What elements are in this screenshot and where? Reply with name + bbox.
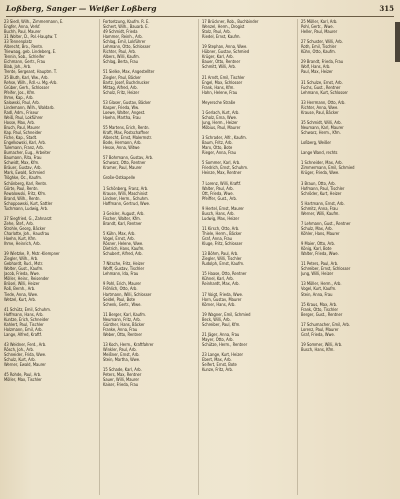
directory-entry: Kasper, Frieda, Ww. [103, 104, 139, 110]
directory-entry: Tuchmann, Ludwig, Arb. [4, 205, 49, 211]
directory-entry: Rieger, Anna, Frau [202, 150, 237, 156]
directory-entry: 23 Lange, Kurt, Heizer [202, 352, 244, 358]
directory-entry: 31 Wolter, D., Pol.-Hauptw. T. [4, 34, 58, 40]
directory-entry: Heller, Paul, Maurer [301, 29, 338, 35]
directory-entry: Weiß, Paul, Lokführer [4, 114, 43, 120]
directory-entry: Riedel, Ernst, Kaufm. [202, 34, 241, 40]
directory-entry: Bräuer, Gustav, Arb. [4, 165, 42, 171]
directory-entry: Peters, Max, Rentner [103, 372, 142, 378]
directory-entry: 13 Koch, Herm., Kraftfahrer [103, 342, 154, 347]
directory-entry: Franke, Anna, Frau [103, 326, 138, 332]
directory-entry: 5 Hartmann, Ernst, Arb. [301, 200, 345, 206]
directory-entry: Kahlert, Paul, Tischler [4, 321, 44, 327]
directory-entry: Baumann, Rita, Frau [4, 155, 42, 161]
directory-entry: Richter, Paul, Arb. [103, 49, 137, 55]
directory-entry: Fischer, Walter, Kfm. [103, 215, 141, 221]
directory-entry: 19 Stephan, Anna, Wwe. [202, 44, 248, 50]
directory-entry: Beck, Willi, Arb. [202, 316, 231, 322]
directory-entry: Charlotte, Joh., Hausfrau [4, 230, 50, 236]
directory-entry: Friedrich, Ernst, Schuhm. [202, 165, 249, 171]
column-4 [301, 19, 396, 495]
directory-entry: Brandt, Karl, Rentner [103, 220, 142, 226]
directory-entry: Werner, Willi, Kaufm. [301, 210, 340, 216]
directory-entry: 55 Martens, Erich, Rentn. [103, 124, 150, 130]
directory-entry: Schlag, Emil, Lokführer [103, 39, 146, 45]
directory-entry: Kluge, Fritz, Schlosser [202, 241, 243, 247]
directory-entry: Lange, Alfred, Kraftf. [4, 331, 42, 337]
directory-entry: Pfeifer, Jos., Kfm. [4, 89, 36, 95]
directory-entry: König, Karl, Bote [301, 246, 332, 252]
directory-entry: Zimmermann, Emil, Schmied [301, 165, 355, 171]
directory-entry: Hoehn, Martha, Frau [103, 114, 141, 120]
directory-entry: 41 Schütz, Emil, Schuhm. [4, 306, 52, 312]
directory-entry: Hammer, Reinh., Arb. [103, 34, 143, 40]
directory-entry: Schulz, Kurt, Arb. [4, 357, 36, 363]
directory-entry: Wenzel, Herm., Drogist [202, 24, 245, 30]
directory-entry: Schreiber, Paul, Kfm. [202, 321, 241, 327]
directory-entry: Bartz, Josef, Buchdrucker [103, 79, 150, 85]
directory-entry: Ziegler, Wilh., Arb. [4, 256, 39, 262]
directory-entry: Marx, Otto, Bote [202, 145, 233, 151]
directory-entry: Fröhlich, Otto, Arb. [103, 286, 138, 292]
directory-entry: Werner, Ewald, Maurer [4, 362, 46, 368]
directory-entry: Ziegler, Paul, Bäcker [103, 74, 141, 80]
directory-entry: Seifert, Ernst, Bote [202, 362, 237, 368]
directory-entry: Triewaag, geb. Lindeberg, E. [4, 49, 57, 55]
directory-entry: Schlag, Berta, Frau [103, 59, 138, 65]
directory-entry: Krause, Paul, Bäcker [301, 109, 339, 115]
directory-entry: Hartmann, Willi, Schlosser [103, 291, 152, 297]
directory-entry: 57 Bohrmann, Gustav, Arb. [103, 155, 154, 161]
directory-entry: Rösch, Joh., Arb. [4, 347, 34, 353]
directory-entry: 7 Lorenz, Willi, Kraftf. [202, 180, 242, 186]
directory-entry: Paul, Max, Heizer [301, 69, 333, 75]
directory-entry: Wolf, Hans, Arb. [301, 64, 331, 70]
directory-entry: Busch, Hans, Arb. [202, 210, 235, 216]
directory-entry: 21 Jäger, Anna, Frau [202, 331, 240, 337]
directory-entry: Radl, Adm., Friseur [4, 109, 39, 115]
directory-entry: 19 Wagner, Emil, Schmied [202, 311, 251, 317]
directory-entry: Albers, Willi, Kaufm. [103, 54, 140, 60]
directory-entry: 15 Kraus, Max, Arb. [301, 301, 338, 307]
directory-entry: 15 Haase, Otto, Rentner [202, 271, 247, 277]
directory-entry: Schneider, Frida, Wwe. [4, 352, 47, 358]
directory-entry: Stein, Anna, Frau [301, 291, 333, 297]
directory-entry: Graf, Frieda, Wwe. [301, 331, 335, 337]
page-header [6, 4, 394, 17]
directory-entry: Grüber, Gerh., Schlosser [4, 84, 50, 90]
directory-entry: Schwarz, Otto, Rentner [103, 160, 146, 166]
directory-entry: Schreiber, Ernst, Schlosser [301, 266, 351, 272]
directory-entry: 5 Kühn, Max, Arb. [103, 230, 136, 236]
directory-entry: Horn, Gustav, Maurer [202, 296, 242, 302]
directory-entry: Rudolph, Ernst, Kaufm. [202, 261, 245, 267]
directory-entry: Sauer, Willi, Maurer [103, 377, 140, 383]
directory-entry: Hoehn, Kurt, Kfm. [4, 236, 37, 242]
directory-entry: 7 Nitsche, Fritz, Heizer [103, 261, 145, 267]
directory-entry: Wolter, Gust., Kaufm. [4, 266, 44, 272]
directory-entry: 49 Schmidt, Frieda [103, 29, 138, 35]
directory-entry: Wetzel, Kurt, Arb. [4, 296, 37, 302]
directory-entry: 5 Sommer, Karl, Arb. [202, 160, 241, 166]
directory-entry: Brösel, Willi, Heizer [4, 281, 40, 287]
directory-entry: Vogel, Kurt, Kaufm. [301, 286, 337, 292]
directory-entry: Gebhardt, Rud., Mstr. [4, 261, 44, 267]
directory-entry: Ihme, Heinrich, Arb. [4, 241, 41, 247]
directory-entry: Baum, Fritz, Arb. [202, 140, 233, 146]
directory-entry: 37 Siegfried, G., Zahnarzt [4, 215, 52, 221]
directory-entry: 27 Schuster, Willi, Arb. [301, 39, 343, 45]
directory-entry: Berger, Gust., Rentner [301, 311, 343, 317]
directory-entry: Schwarz, Herm., Kfm. [301, 130, 341, 136]
directory-entry: Schoppowski, Kurt, Sattler [4, 200, 53, 206]
directory-entry: 9 Pohl, Erich, Maurer [103, 281, 142, 287]
directory-entry: Rösner, Helene, Wwe. [103, 241, 144, 247]
directory-entry: Große-Ostkapelle [103, 175, 136, 181]
directory-entry: Graf, Anna, Frau [202, 236, 232, 242]
directory-entry: Tiede, Anna, Wwe. [4, 291, 39, 297]
directory-entry: 7 Lehmann, Gust., Rentner [301, 220, 351, 226]
directory-entry: Kramer, Paul, Maurer [103, 165, 142, 171]
directory-entry: Neumann, Karl, Maurer [301, 124, 344, 130]
directory-entry: Ebert, Max, Arb. [202, 357, 232, 363]
directory-entry: Lindemann, Wilh., Waldarb. [4, 104, 55, 110]
directory-entry: 11 Berger, Karl, Kaufm. [103, 311, 147, 317]
directory-entry: Kap. Paul, Schneider [4, 130, 42, 136]
directory-entry: Schulz, Max, Arb. [301, 225, 333, 231]
directory-entry: Busch, Hans, Kfm. [301, 347, 335, 353]
directory-entry: Tennin, Sob., Schleifer [4, 54, 45, 60]
directory-entry: Bode, Hermann, Arb. [103, 140, 142, 146]
directory-entry: 33 Tennenplatz [4, 39, 32, 45]
directory-entry: Schütze, Herm., Rentner [202, 342, 248, 347]
directory-entry: Hübner, Gustav, Schmied [202, 49, 250, 55]
directory-entry: Jung, Herm., Heizer [202, 119, 238, 125]
directory-entry: Roß, Bernh., Arb. [4, 286, 36, 292]
directory-entry: 13 Möller, Herm., Arb. [301, 281, 342, 287]
directory-entry: Walter, Frieda, Wwe. [301, 251, 339, 257]
directory-entry: Blab, Joh., Arb. [4, 64, 32, 70]
directory-entry: Möller, Max, Tischler [4, 377, 42, 383]
directory-entry: Lehmann, Otto, Schlosser [103, 44, 151, 50]
directory-entry: Albrecht, Bro., Rentn. [4, 44, 44, 50]
directory-entry: 23 Siedl, Wilh., Zimmermann, E. [4, 19, 64, 24]
directory-entry: Roth, Emil, Tischler [301, 44, 337, 50]
directory-entry: Dietrich, Hans, Kaufm. [103, 246, 145, 252]
directory-entry: Mark, Ewald, Schmied [4, 170, 45, 176]
page-number: 315 [379, 4, 394, 13]
directory-entry: Tulemann, Franz, Arb. [4, 145, 44, 151]
directory-entry: Tröghke, Oc., Kaufm. [4, 175, 43, 181]
directory-entry: Fuchs, Gust., Rentner [301, 84, 341, 90]
directory-entry: 45 Rohde, Paul, Arb. [4, 372, 42, 378]
directory-entry: 1 Gerlach, Kurt, Arb. [202, 109, 240, 115]
directory-entry: Schwidt, Max, Kfm. [4, 160, 40, 166]
directory-entry: Schmitz, Anna, Frau [301, 205, 338, 211]
directory-entry: Strohle, Georg, Bäcker [4, 225, 46, 231]
directory-entry: Mayer, Otto, Arb. [202, 336, 234, 342]
directory-entry: Trente, Sergeant, Hauptm. T. [4, 69, 57, 75]
directory-entry: Vogel, Ernst, Arb. [103, 236, 135, 242]
directory-entry: Krause, Willi, Maschinist [103, 190, 148, 196]
directory-entry: Görte, Paul, Rentn. [4, 185, 39, 191]
directory-entry: Hoffmann, Gertrud, Wwe. [103, 200, 151, 206]
directory-entry: Scholz, Fritz, Heizer [103, 89, 140, 95]
directory-entry: 53 Glaser, Gustav, Bäcker [103, 99, 151, 105]
directory-entry: Hoffmann, Hans, Arb. [4, 311, 44, 317]
directory-entry: Möller, Heinr., Reisender [4, 276, 49, 282]
directory-entry: Albrecht, Ernst, Malermstr. [103, 135, 152, 141]
directory-entry: Engel, Max, Schlosser [202, 79, 243, 85]
directory-entry: Ludwig, Max, Heizer [202, 215, 240, 221]
directory-entry: Lehmann, Kurt, Schlosser [301, 89, 348, 95]
directory-entry: Scholz, Erna, Wwe. [202, 114, 238, 120]
directory-entry: Rewalowski, Fritz, Kfm. [4, 190, 47, 196]
directory-entry: 35 Bluth, Karl, Ww., Arb. [4, 74, 49, 80]
directory-entry: Schönberg, Karl, Rentn. [4, 180, 48, 186]
directory-entry: Fortsetzung, Kaufm. R. E. [103, 19, 150, 24]
directory-entry: Salowski, Paul, Arb. [4, 99, 40, 105]
columns [4, 19, 396, 495]
directory-entry: 9 Maier, Otto, Arb. [301, 241, 336, 247]
directory-entry: 13 Böhm, Paul, Arb. [202, 251, 239, 257]
directory-entry: Frank, Hans, Kfm. [202, 84, 235, 90]
directory-entry: Pohl, Gertr., Wwe. [301, 24, 334, 30]
directory-entry: Heinze, Max, Rentner [202, 170, 242, 176]
directory-entry: Jung, Willi, Heizer [301, 271, 334, 277]
directory-entry: Seidel, Paul, Bote [103, 296, 136, 302]
directory-entry: 17 Brückner, Rob., Buchbinder [202, 19, 259, 24]
directory-entry: 1 Schneider, Max, Arb. [301, 160, 343, 166]
directory-entry: Krüger, Karl, Arb. [202, 54, 234, 60]
directory-entry: Richter, Anna, Wwe. [301, 104, 339, 110]
directory-entry: Möbius, Paul, Maurer [202, 124, 241, 130]
directory-entry: Lehmann, Ida, Frau [103, 271, 139, 277]
directory-entry: Kühn, Otto, Kaufm. [301, 49, 336, 55]
directory-entry: 3 Schrader, Alfr., Kaufm. [202, 135, 247, 141]
directory-entry: Kunze, Fritz, Arb. [202, 367, 234, 373]
directory-entry: Lorenz, Paul, Maurer [301, 326, 339, 332]
directory-entry: Kraft, Max, Postschaffner [103, 130, 150, 136]
directory-entry: Mittag, Alfred, Arb. [103, 84, 138, 90]
directory-entry: 35 Schmidt, Willi, Arb. [301, 119, 342, 125]
column-1 [4, 19, 100, 495]
directory-entry: 11 Kirsch, Otto, Arb. [202, 225, 240, 231]
directory-entry: Schröder, Kurt, Heizer [301, 190, 342, 196]
directory-entry: 31 Schulze, Ernst, Arb. [301, 79, 343, 85]
directory-entry: Loßberg, Weißer [301, 140, 332, 146]
directory-entry: 17 Schumacher, Emil, Arb. [301, 321, 351, 327]
directory-entry: Köhler, Hans, Maurer [301, 230, 340, 236]
directory-entry: Hahn, Helene, Frau [202, 89, 238, 95]
directory-entry: Jacob, Frieda, Wwe. [4, 271, 40, 277]
directory-entry: Lange Wand, rechts [301, 150, 338, 156]
column-3 [202, 19, 298, 495]
directory-entry: Holzmann, Emil, Arb. [4, 326, 43, 332]
directory-entry: Schmitt, Willi, Arb. [202, 64, 237, 70]
directory-entry: Frank, Otto, Tischler [301, 306, 339, 312]
directory-entry: Engelkowski, Karl, Arb. [4, 140, 46, 146]
directory-entry: Brand, Wilh., Rentn. [4, 195, 41, 201]
directory-entry: Körner, Hans, Arb. [202, 301, 236, 307]
directory-entry: 17 Voigt, Frieda, Wwe. [202, 291, 244, 297]
directory-entry: Sichert, Wilh., Bauarb. E. [103, 24, 149, 30]
directory-entry: Fiche, Kap., Stadt. [4, 135, 38, 141]
directory-entry: Loewe, Walter, Angest. [103, 109, 146, 115]
directory-entry: Stolz, Paul, Arb. [202, 29, 231, 35]
running-head: Loßberg, Sanger — Weißer Loßberg [6, 4, 157, 13]
directory-entry: Ott, Frieda, Wwe. [202, 190, 234, 196]
directory-entry: 21 Arndt, Emil, Tischler [202, 74, 245, 80]
directory-entry: Krüger, Frieda, Wwe. [301, 170, 340, 176]
directory-entry: Hesse, Anna, Witwe [103, 145, 140, 151]
directory-entry: Hosse, Max, Arb. [4, 119, 35, 125]
column-2 [103, 19, 199, 495]
directory-entry: 1 Schönberg, Franz, Arb. [103, 185, 149, 191]
directory-entry: 25 Möller, Karl, Arb. [301, 19, 338, 24]
directory-entry: Hofmann, Paul, Tischler [301, 185, 345, 191]
directory-entry: Schubert, Alfred, Arb. [103, 251, 143, 257]
directory-entry: Schenk, Gertr., Wwe. [103, 301, 142, 307]
directory-entry: Ihme, Kap., Arb. [4, 94, 34, 100]
directory-entry: Wolff, Gustav, Tischler [103, 266, 145, 272]
directory-entry: 29 Brandt, Frieda, Frau [301, 59, 344, 65]
directory-entry: Eichmann, Gertr., Frau [4, 59, 46, 65]
directory-entry: Rehse, Wilh., Rdl.-u. Mg.-Arb. [4, 79, 58, 85]
directory-entry: 9 Hertel, Ernst, Maurer [202, 205, 244, 211]
directory-entry: 33 Herrmann, Otto, Arb. [301, 99, 346, 105]
directory-entry: Meyersche Straße [202, 99, 236, 105]
directory-entry: Ziegler, Willi, Tischler [202, 256, 242, 262]
directory-entry: Engfer, Anna, Verkf. [4, 24, 41, 30]
directory-entry: Buchh, Paul, Maurer [4, 29, 41, 35]
directory-entry: 3 Braun, Otto, Arb. [301, 180, 336, 186]
directory-entry: 51 Sielke, Max, Angestellter [103, 69, 155, 75]
directory-entry: Bruch, Paul, Maurer [4, 124, 41, 130]
directory-entry: 3 Geisler, August, Arb. [103, 210, 145, 216]
directory-entry: Bumacher, Eug., Arbeiter [4, 150, 51, 156]
directory-entry: Bauer, Otto, Rentner [202, 59, 241, 65]
directory-entry: Pfeiffer, Gust., Arb. [202, 195, 238, 201]
directory-entry: Stein, Martha, Wwe. [103, 357, 141, 363]
directory-entry: Meißner, Ernst, Arb. [103, 352, 140, 358]
directory-entry: Neumann, Fritz, Arb. [103, 316, 141, 322]
directory-entry: Kaiser, Frieda, Frau [103, 382, 139, 388]
directory-entry: 39 Wietzke, P., Mstr.-Klempner [4, 251, 60, 257]
directory-entry: Winkler, Paul, Arb. [103, 347, 137, 353]
directory-entry: Weber, Otto, Rentner [103, 331, 143, 337]
directory-entry: Thiele, Herm., Bäcker [202, 230, 242, 236]
directory-entry: Günther, Hans, Bäcker [103, 321, 145, 327]
directory-entry: Kühnel, Karl, Arb. [202, 276, 234, 282]
directory-entry: Lindner, Herm., Schuhm. [103, 195, 149, 201]
directory-entry: Walter, Paul, Arb. [202, 185, 234, 191]
directory-entry: 15 Schade, Karl, Arb. [103, 367, 142, 373]
directory-entry: 19 Sommer, Willi, Arb. [301, 342, 343, 347]
thumb-index-tab [395, 22, 400, 62]
directory-entry: Zehe, Stef., Arb. [4, 220, 34, 226]
directory-entry: Kuntze, Erich, Schneider [4, 316, 49, 322]
directory-entry: 43 Weidner, Ferd., Arb. [4, 342, 47, 347]
directory-entry: Reinhardt, Max, Arb. [202, 281, 240, 287]
directory-entry: 11 Peters, Paul, Arb. [301, 261, 339, 267]
